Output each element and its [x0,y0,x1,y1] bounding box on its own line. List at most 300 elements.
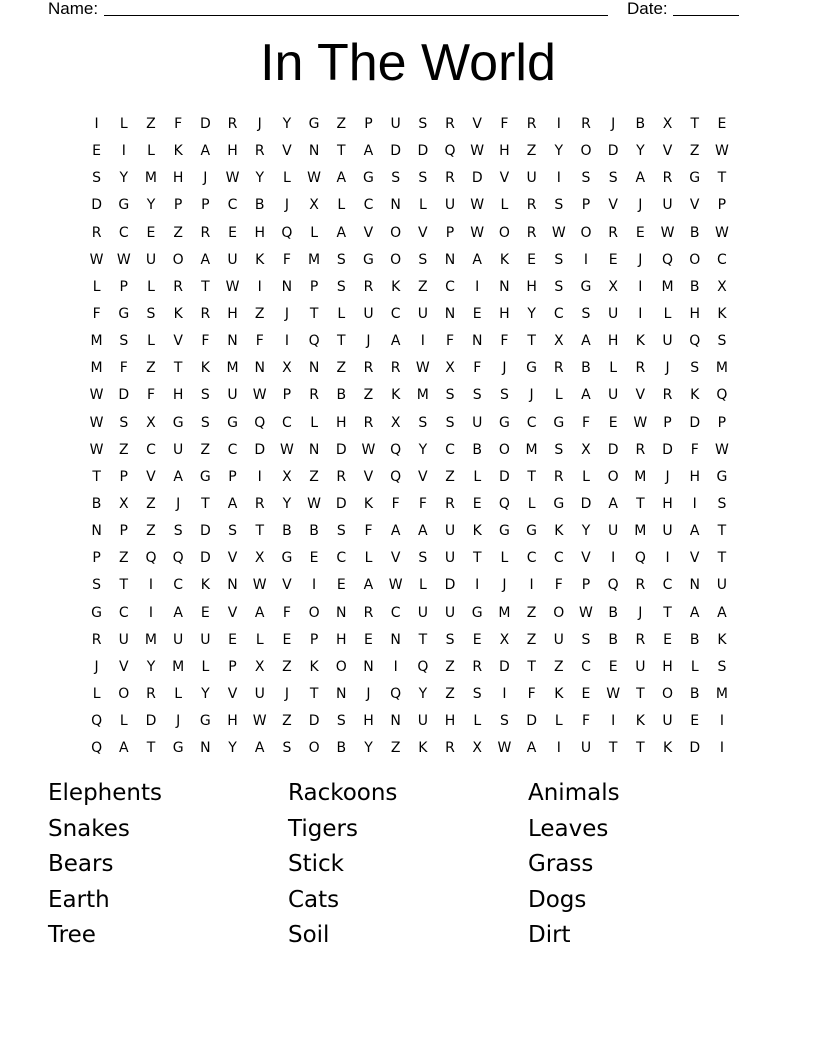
grid-letter: M [226,360,239,377]
grid-letter: I [393,658,398,675]
grid-letter: F [92,305,101,322]
grid-letter: Y [527,305,536,322]
worksheet-header [48,0,748,20]
grid-letter: E [690,713,700,730]
grid-letter: A [363,143,374,160]
grid-letter: I [556,170,561,187]
grid-letter: B [91,495,102,512]
grid-letter: B [689,278,700,295]
grid-letter: Z [146,523,156,540]
grid-letter: L [500,550,509,567]
grid-letter: W [660,224,675,241]
grid-letter: K [418,740,428,757]
word-search-grid [83,113,736,764]
grid-letter: C [553,550,564,567]
grid-letter: V [282,577,292,594]
grid-letter: F [554,577,563,594]
grid-letter: L [147,278,155,295]
grid-letter: D [444,577,456,594]
grid-letter: S [554,278,564,295]
grid-letter: I [719,713,724,730]
grid-letter: L [418,577,427,594]
grid-letter: S [336,713,346,730]
word-list-item: Animals [528,780,620,806]
grid-letter: C [526,414,537,431]
grid-letter: V [118,658,129,675]
grid-letter: M [308,251,321,268]
grid-letter: A [472,251,482,268]
grid-letter: Z [526,604,537,621]
grid-letter: I [312,577,317,594]
grid-letter: Q [254,414,266,431]
grid-letter: S [418,116,428,132]
grid-letter: W [497,740,512,757]
grid-letter: I [148,604,154,621]
grid-letter: Z [445,658,455,675]
grid-letter: H [662,495,673,512]
grid-letter: H [689,305,700,322]
grid-letter: V [146,468,156,485]
grid-letter: W [470,224,485,241]
grid-letter: G [580,278,592,295]
grid-letter: L [310,414,318,431]
grid-letter: R [553,360,564,377]
grid-letter: R [635,577,646,594]
grid-letter: R [553,468,564,485]
word-list-item: Stick [288,851,344,877]
grid-letter: A [254,604,265,621]
grid-letter: K [717,305,727,322]
grid-letter: K [554,685,564,702]
grid-letter: E [635,224,645,241]
grid-letter: U [227,387,238,404]
grid-letter: I [665,550,670,567]
grid-letter: E [717,116,727,132]
grid-letter: R [581,116,591,132]
grid-letter: A [608,495,618,512]
grid-letter: K [255,251,265,268]
grid-letter: J [638,251,643,268]
grid-letter: R [390,360,401,377]
grid-letter: Z [445,468,455,485]
grid-letter: R [227,116,238,132]
grid-letter: S [418,414,428,431]
grid-letter: U [444,550,456,567]
grid-letter: C [363,197,374,214]
grid-letter: P [228,658,237,675]
grid-letter: U [363,305,374,322]
grid-letter: Y [364,740,373,757]
grid-letter: K [635,333,645,350]
grid-letter: Z [418,278,428,295]
grid-letter: Y [201,685,210,702]
grid-letter: M [90,360,103,377]
grid-letter: J [284,685,289,702]
grid-letter: V [282,143,292,160]
grid-letter: T [636,495,645,512]
grid-row [83,683,736,710]
grid-letter: E [282,631,292,648]
grid-letter: R [608,224,619,241]
name-blank-line [104,15,608,16]
grid-letter: G [498,414,510,431]
grid-letter: U [608,523,619,540]
grid-letter: M [634,468,647,485]
grid-letter: S [581,631,591,648]
grid-letter: U [417,604,428,621]
grid-letter: X [254,658,265,675]
grid-letter: H [336,414,347,431]
grid-letter: Q [281,224,293,241]
date-label: Date: [627,0,668,18]
grid-letter: T [636,740,645,757]
grid-letter: P [228,468,237,485]
grid-letter: Z [526,631,537,648]
grid-letter: S [717,333,727,350]
grid-letter: U [526,170,537,187]
grid-row [83,140,736,167]
grid-letter: S [472,685,482,702]
grid-letter: Q [634,550,646,567]
grid-letter: M [144,170,158,187]
grid-letter: L [500,197,509,214]
grid-letter: T [663,604,672,621]
grid-row [83,412,736,439]
grid-letter: R [200,224,211,241]
grid-letter: D [499,658,510,675]
grid-letter: H [227,143,238,160]
grid-letter: L [527,495,536,512]
grid-letter: I [475,577,480,594]
grid-letter: C [146,441,156,458]
grid-letter: D [335,495,347,512]
grid-letter: B [472,441,483,458]
grid-letter: S [418,170,428,187]
grid-letter: S [581,305,591,322]
grid-letter: R [91,224,102,241]
grid-letter: R [445,740,455,757]
grid-letter: J [203,170,208,187]
grid-row [83,276,736,303]
grid-letter: C [118,224,129,241]
grid-letter: C [553,305,564,322]
grid-letter: W [89,414,104,431]
grid-letter: F [500,116,509,132]
grid-letter: C [227,197,238,214]
grid-letter: A [200,251,211,268]
grid-letter: Y [554,143,564,160]
grid-letter: W [714,224,729,241]
grid-letter: V [635,387,646,404]
grid-row [83,737,736,764]
grid-letter: L [255,631,264,648]
grid-letter: P [717,197,727,214]
grid-letter: S [336,251,346,268]
grid-letter: Z [118,441,129,458]
grid-letter: O [553,604,565,621]
word-list-item: Grass [528,851,594,877]
grid-letter: Z [200,441,211,458]
grid-letter: M [416,387,429,404]
grid-letter: O [662,685,674,702]
grid-letter: O [308,740,320,757]
grid-letter: C [581,658,591,675]
grid-letter: C [390,604,401,621]
grid-letter: E [364,631,373,648]
grid-letter: W [225,170,240,187]
grid-letter: A [173,468,183,485]
grid-letter: R [662,387,673,404]
grid-letter: I [638,278,643,295]
grid-letter: L [310,224,318,241]
grid-letter: M [144,631,158,648]
grid-letter: K [200,360,210,377]
grid-letter: K [472,523,482,540]
grid-letter: G [363,251,374,268]
grid-letter: D [526,713,537,730]
grid-letter: W [116,251,131,268]
grid-letter: X [309,197,319,214]
grid-letter: A [581,333,591,350]
grid-letter: U [472,414,483,431]
grid-letter: V [173,333,183,350]
grid-letter: X [282,360,292,377]
grid-letter: F [500,333,509,350]
grid-letter: Y [146,658,156,675]
grid-letter: A [581,387,591,404]
grid-letter: X [553,333,564,350]
grid-letter: W [89,251,104,268]
word-list-item: Tree [48,922,96,948]
grid-letter: A [254,740,265,757]
grid-letter: X [608,278,618,295]
grid-letter: N [91,523,102,540]
grid-letter: L [582,468,590,485]
grid-letter: G [308,116,320,132]
grid-letter: Z [254,305,265,322]
grid-letter: J [638,197,643,214]
grid-letter: Y [581,523,591,540]
grid-letter: I [583,251,589,268]
grid-letter: W [307,495,322,512]
grid-letter: X [390,414,401,431]
grid-letter: L [119,713,128,730]
grid-letter: X [254,550,265,567]
grid-letter: V [499,170,510,187]
grid-letter: R [254,143,265,160]
grid-letter: Q [390,441,402,458]
grid-letter: O [390,251,402,268]
grid-letter: G [227,414,238,431]
grid-letter: H [254,224,265,241]
grid-letter: Y [228,740,237,757]
grid-letter: Q [308,333,320,350]
grid-letter: N [390,713,401,730]
grid-letter: U [444,197,456,214]
grid-letter: U [716,577,728,594]
grid-letter: F [527,685,536,702]
grid-letter: R [336,468,347,485]
grid-letter: P [201,197,210,214]
grid-letter: L [283,170,291,187]
grid-letter: Z [526,143,537,160]
grid-letter: Q [417,658,429,675]
grid-letter: W [252,713,267,730]
grid-letter: Q [390,685,402,702]
grid-letter: O [498,441,510,458]
grid-letter: U [254,685,265,702]
grid-letter: W [470,197,485,214]
grid-letter: P [282,387,292,404]
grid-letter: A [118,740,129,757]
grid-letter: Y [282,116,292,132]
grid-letter: T [717,170,727,187]
grid-letter: D [607,143,619,160]
grid-letter: O [498,224,510,241]
grid-letter: B [608,604,618,621]
grid-letter: E [336,577,346,594]
grid-letter: X [445,360,455,377]
grid-letter: D [118,387,130,404]
grid-letter: U [608,387,619,404]
grid-letter: T [527,333,536,350]
grid-letter: N [363,658,374,675]
grid-letter: I [121,143,126,160]
grid-letter: H [607,333,619,350]
grid-letter: Z [118,550,129,567]
grid-letter: D [145,713,157,730]
grid-letter: T [309,305,319,322]
grid-letter: F [146,387,155,404]
grid-letter: O [335,658,347,675]
grid-letter: R [363,360,374,377]
grid-letter: U [390,116,401,132]
grid-letter: Q [390,468,402,485]
grid-letter: Z [282,713,292,730]
grid-row [83,629,736,656]
word-list-item: Soil [288,922,330,948]
grid-letter: G [526,360,538,377]
grid-letter: Q [498,495,510,512]
grid-letter: W [551,224,566,241]
grid-letter: I [257,278,262,295]
grid-letter: F [391,495,400,512]
grid-letter: S [554,441,564,458]
grid-letter: Q [689,333,701,350]
grid-letter: P [119,468,128,485]
grid-letter: K [662,740,673,757]
grid-letter: Y [636,143,645,160]
grid-letter: F [690,441,699,458]
grid-letter: I [148,577,154,594]
grid-letter: B [608,631,618,648]
grid-letter: R [146,685,156,702]
grid-letter: P [364,116,373,132]
grid-letter: E [608,251,618,268]
grid-row [83,656,736,683]
grid-letter: J [502,577,507,594]
grid-letter: G [199,713,211,730]
grid-letter: V [363,224,374,241]
grid-letter: B [309,523,319,540]
grid-letter: G [91,604,103,621]
grid-letter: N [689,577,700,594]
grid-letter: C [227,441,238,458]
grid-letter: R [363,278,374,295]
grid-letter: R [309,387,319,404]
grid-letter: H [499,143,510,160]
grid-letter: U [417,305,428,322]
grid-letter: T [337,143,346,160]
grid-letter: D [390,143,402,160]
grid-letter: P [309,631,319,648]
grid-letter: P [119,523,128,540]
grid-row [83,222,736,249]
grid-letter: S [228,523,237,540]
grid-row [83,249,736,276]
grid-letter: C [526,550,537,567]
grid-letter: G [526,523,538,540]
grid-letter: G [118,305,130,322]
grid-letter: N [227,333,238,350]
grid-row [83,357,736,384]
grid-letter: Z [689,143,700,160]
grid-letter: B [581,360,591,377]
grid-letter: A [336,224,347,241]
grid-letter: K [391,278,401,295]
grid-letter: W [714,143,729,160]
grid-letter: A [635,170,646,187]
grid-letter: C [336,550,347,567]
grid-letter: T [418,631,428,648]
grid-letter: V [363,468,374,485]
grid-letter: A [390,523,401,540]
grid-letter: I [611,713,616,730]
grid-letter: G [553,495,565,512]
grid-letter: Q [607,577,619,594]
grid-letter: A [336,170,347,187]
grid-row [83,710,736,737]
grid-letter: K [690,387,700,404]
grid-letter: I [529,577,534,594]
grid-letter: S [499,387,509,404]
grid-letter: B [689,631,700,648]
grid-letter: N [254,360,265,377]
grid-letter: F [282,251,291,268]
grid-letter: R [363,414,374,431]
grid-row [83,113,736,140]
grid-letter: T [608,740,618,757]
word-list-item: Leaves [528,815,609,842]
grid-letter: A [227,495,238,512]
grid-letter: W [361,441,376,458]
grid-letter: U [417,713,428,730]
grid-letter: S [445,631,455,648]
grid-letter: F [282,604,291,621]
grid-letter: N [444,251,456,268]
grid-letter: W [388,577,403,594]
grid-letter: H [689,468,700,485]
grid-letter: T [255,523,264,540]
grid-letter: B [282,523,292,540]
grid-letter: D [199,550,211,567]
grid-letter: S [336,278,346,295]
grid-letter: K [499,251,509,268]
grid-letter: D [689,740,701,757]
grid-letter: F [174,116,183,132]
grid-letter: S [445,414,455,431]
grid-letter: F [581,713,590,730]
